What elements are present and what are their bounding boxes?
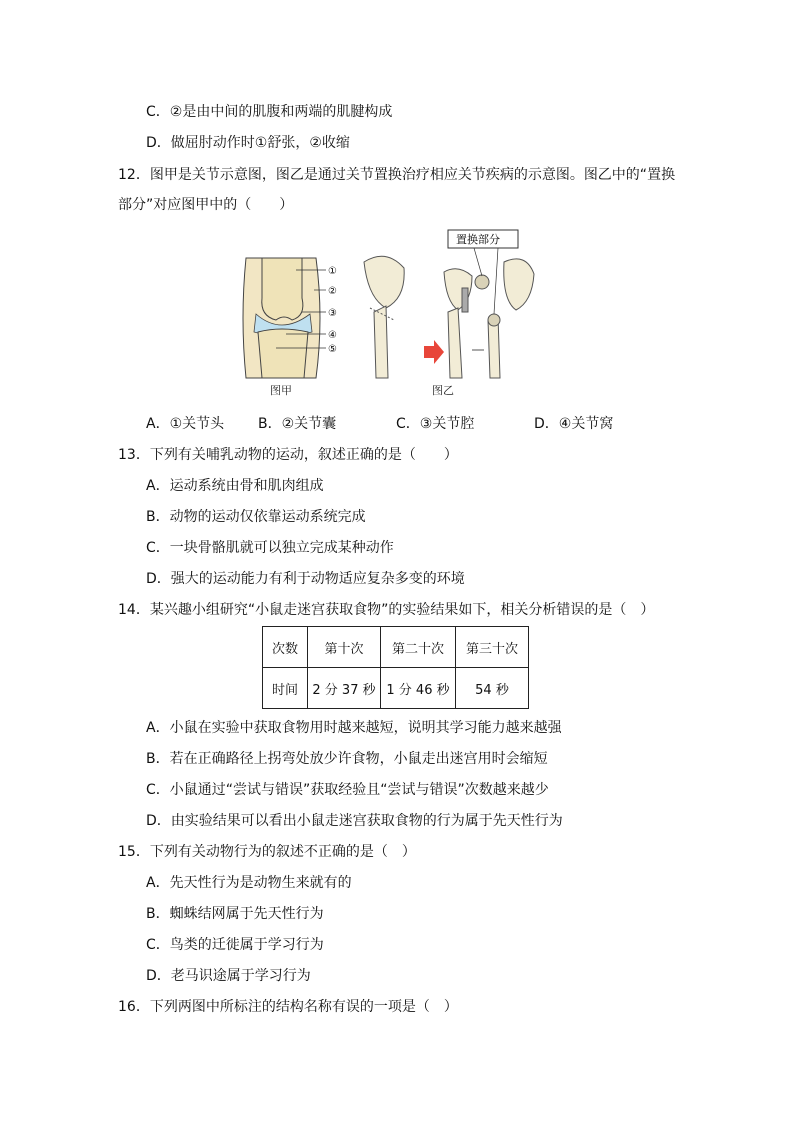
q12-stem-line2: 部分”对应图甲中的（ ） [118,197,294,213]
hip-replacement-illustration [364,230,534,378]
q12-option-d: D．④关节窝 [534,416,614,432]
q11-option-c: C．②是由中间的肌腹和两端的肌腱构成 [146,104,393,120]
q13-stem: 13．下列有关哺乳动物的运动，叙述正确的是（ ） [118,447,458,463]
q13-option-b: B．动物的运动仅依靠运动系统完成 [146,509,366,525]
q12-stem-line1: 12．图甲是关节示意图，图乙是通过关节置换治疗相应关节疾病的示意图。图乙中的“置换 [118,167,676,183]
q12-option-b: B．②关节囊 [258,416,337,432]
q12-options [146,414,646,434]
label-3: ③ [328,308,337,319]
table-row [263,668,529,709]
q15-option-d: D．老马识途属于学习行为 [146,968,311,984]
q13-option-a: A．运动系统由骨和肌肉组成 [146,478,324,494]
q14-result-table [262,626,529,709]
caption-figure-a: 图甲 [270,384,292,397]
q14-stem: 14．某兴趣小组研究“小鼠走迷宫获取食物”的实验结果如下，相关分析错误的是（ ） [118,602,655,618]
table-cell: 第二十次 [381,627,456,668]
q11-option-d: D．做屈肘动作时①舒张，②收缩 [146,135,350,151]
q12-option-c: C．③关节腔 [396,416,475,432]
callout-label: 置换部分 [456,233,500,246]
label-2: ② [328,286,337,297]
label-5: ⑤ [328,344,337,355]
q14-option-c: C．小鼠通过“尝试与错误”获取经验且“尝试与错误”次数越来越少 [146,782,549,798]
caption-figure-b: 图乙 [432,384,454,397]
label-1: ① [328,266,337,277]
table-cell: 时间 [263,668,308,709]
q15-option-c: C．鸟类的迁徙属于学习行为 [146,937,324,953]
q15-option-a: A．先天性行为是动物生来就有的 [146,875,352,891]
q12-figure [236,228,536,400]
table-cell: 1 分 46 秒 [381,668,456,709]
table-cell: 2 分 37 秒 [308,668,381,709]
q13-option-c: C．一块骨骼肌就可以独立完成某种动作 [146,540,394,556]
table-cell: 第十次 [308,627,381,668]
q13-option-d: D．强大的运动能力有利于动物适应复杂多变的环境 [146,571,465,587]
q14-option-a: A．小鼠在实验中获取食物用时越来越短，说明其学习能力越来越强 [146,720,562,736]
q15-option-b: B．蜘蛛结网属于先天性行为 [146,906,324,922]
table-cell: 次数 [263,627,308,668]
joint-diagram [236,228,536,400]
table-cell: 54 秒 [456,668,529,709]
table-row [263,627,529,668]
q15-stem: 15．下列有关动物行为的叙述不正确的是（ ） [118,844,416,860]
q16-stem: 16．下列两图中所标注的结构名称有误的一项是（ ） [118,999,458,1015]
q14-option-d: D．由实验结果可以看出小鼠走迷宫获取食物的行为属于先天性行为 [146,813,563,829]
label-4: ④ [328,330,337,341]
knee-joint-illustration [243,258,337,378]
q12-option-a: A．①关节头 [146,416,225,432]
q14-option-b: B．若在正确路径上拐弯处放少许食物，小鼠走出迷宫用时会缩短 [146,751,548,767]
table-cell: 第三十次 [456,627,529,668]
